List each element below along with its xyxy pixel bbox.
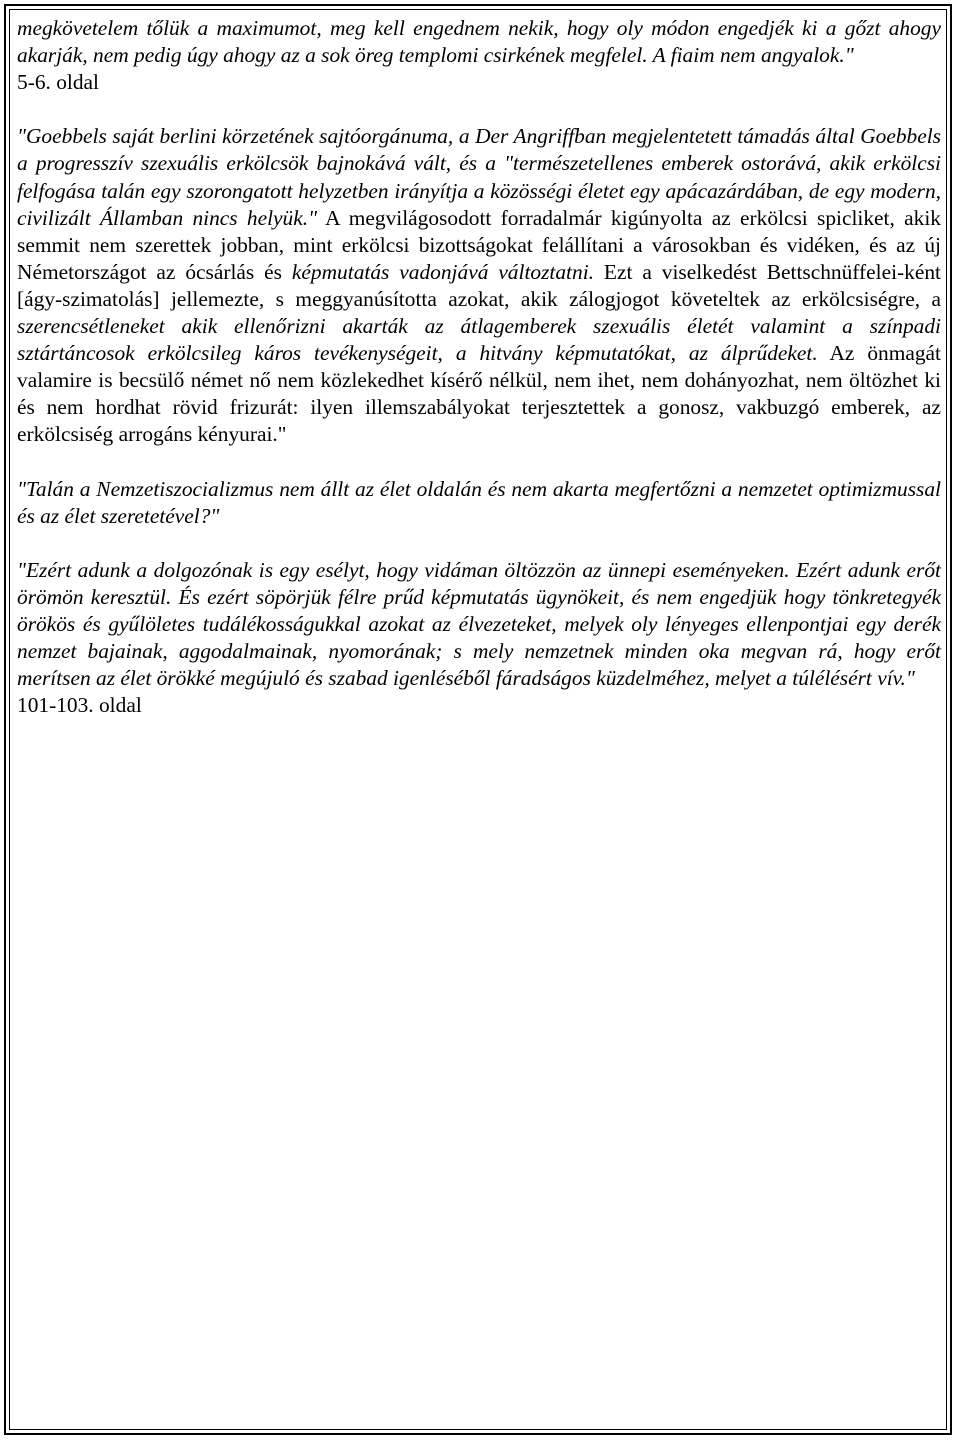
body-text: A megvilágosodott forradalmár kigúnyolta az erkölcsi spicliket, akik semmit nem szerettek jobban, mint erkölcsi bizottságokat felállítani a városokban és vidéken, és az új Németországot az ócsárlás és	[17, 205, 941, 284]
paragraph-gap	[17, 449, 941, 476]
paragraph-3	[17, 476, 941, 530]
quote-text: megkövetelem tőlük a maximumot, meg kell engednem nekik, hogy oly módon engedjék ki a gőzt ahogy akarják, nem pedig úgy ahogy az a sok öreg templomi csirkének megfelel. A fiaim nem angyalok."	[17, 16, 941, 68]
quote-text: "Goebbels saját berlini körzetének sajtóorgánuma, a Der Angriffban megjelentetett támadás által Goebbels a progresszív szexuális erkölcsök bajnokává vált, és a "természetellenes emberek ostorává, akik erkölcsi felfogása talán egy szorongatott helyzetben irányítja a közösségi életet egy apácazárdában, de egy modern, civilizált Államban nincs helyük."	[17, 124, 941, 230]
page-reference-1: 5-6. oldal	[17, 70, 99, 95]
quote-text: képmutatás vadonjává változtatni.	[291, 259, 594, 284]
page-frame	[4, 4, 952, 1435]
body-text: Ezt a viselkedést Bettschnüffelei-ként [ágy-szimatolás] jellemezte, s meggyanúsította azokat, akik zálogjogot követeltek az erkölcsiségre, a	[17, 259, 941, 311]
paragraph-gap	[17, 530, 941, 557]
quote-text: "Talán a Nemzetiszocializmus nem állt az élet oldalán és nem akarta megfertőzni a nemzetet optimizmussal és az élet szeretetével?"	[17, 476, 941, 528]
paragraph-2	[17, 123, 941, 448]
paragraph-gap	[17, 96, 941, 123]
quote-text: szerencsétleneket akik ellenőrizni akarták az átlagemberek szexuális életét valamint a színpadi sztártáncosok erkölcsileg káros tevékenységeit, a hitvány képmutatókat, az álprűdeket.	[17, 314, 941, 366]
quote-text: "Ezért adunk a dolgozónak is egy esélyt, hogy vidáman öltözzön az ünnepi eseményeken. Ezért adunk erőt örömön keresztül. És ezért söpörjük félre prűd képmutatás ügynökeit, és nem engedjük hogy tönkretegyék örökös és gyűlöletes tudálékosságukkal azokat az élvezeteket, melyek oly lényeges ellenpontjai egy derék nemzet bajainak, aggodalmainak, nyomorának; s mely nemzetnek minden oka megvan rá, hogy erőt merítsen az élet örökké megújuló és szabad igenléséből fáradságos küzdelméhez, melyet a túlélésért vív."	[17, 557, 941, 691]
page-reference-2: 101-103. oldal	[17, 693, 142, 718]
body-text: Az önmagát valamire is becsülő német nő nem közlekedhet kísérő nélkül, nem ihet, nem dohányozhat, nem öltözhet ki és nem hordhat rövid frizurát: ilyen illemszabályokat terjesztettek a gonosz, vakbuzgó emberek, az erkölcsiség arrogáns kényurai."	[17, 341, 941, 447]
paragraph-1	[17, 15, 941, 69]
paragraph-4	[17, 557, 941, 692]
document-body	[17, 15, 941, 719]
